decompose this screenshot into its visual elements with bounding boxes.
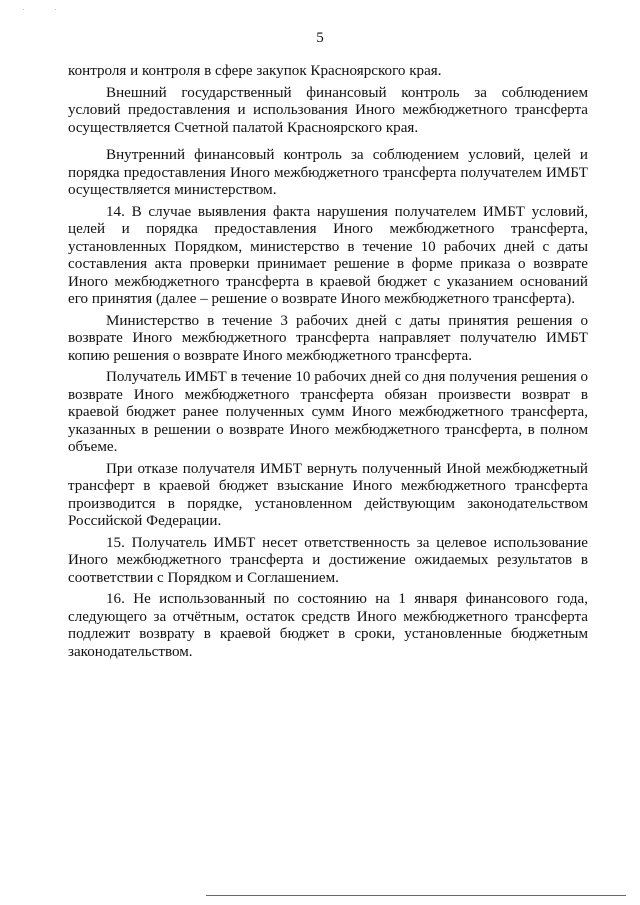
paragraph-item-14: 14. В случае выявления факта нарушения получателем ИМБТ условий, целей и порядка предоставления Иного межбюджетного трансферта, установленных Порядком, министерство в течение 10 рабочих дней с даты составления акта проверки принимает решение в форме приказа о возврате Иного межбюджетного трансферта в краевой бюджет с указанием оснований его принятия (далее – решение о возврате Иного межбюджетного трансферта). xyxy=(68,203,588,307)
paragraph-internal-control: Внутренний финансовый контроль за соблюдением условий, целей и порядка предоставления Иного межбюджетного трансферта получателем ИМБТ осуществляется министерством. xyxy=(68,147,588,198)
paragraph-item-16: 16. Не использованный по состоянию на 1 января финансового года, следующего за отчётным, остаток средств Иного межбюджетного трансферта подлежит возврату в краевой бюджет в сроки, установленные бюджетным законодательством. xyxy=(68,591,588,660)
scan-artifact-marks: · · xyxy=(22,6,71,14)
document-body xyxy=(68,63,588,665)
paragraph-refusal-recovery: При отказе получателя ИМБТ вернуть полученный Иной межбюджетный трансферт в краевой бюджет взыскание Иного межбюджетного трансферта производится в порядке, установленном действующим законодательством Российской Федерации. xyxy=(68,460,588,529)
paragraph-recipient-refund: Получатель ИМБТ в течение 10 рабочих дней со дня получения решения о возврате Иного межбюджетного трансферта обязан произвести возврат в краевой бюджет ранее полученных сумм Иного межбюджетного трансферта, указанных в решении о возврате Иного межбюджетного трансферта, в полном объеме. xyxy=(68,369,588,455)
paragraph-external-control: Внешний государственный финансовый контроль за соблюдением условий предоставления и использования Иного межбюджетного трансферта осуществляется Счетной палатой Красноярского края. xyxy=(68,84,588,136)
paragraph-item-15: 15. Получатель ИМБТ несет ответственность за целевое использование Иного межбюджетного трансферта и достижение ожидаемых результатов в соответствии с Порядком и Соглашением. xyxy=(68,534,588,586)
footer-rule-line xyxy=(206,895,626,896)
paragraph-procurement-control-tail: контроля и контроля в сфере закупок Красноярского края. xyxy=(68,63,442,79)
page-number: 5 xyxy=(316,30,324,46)
paragraph-ministry-notice: Министерство в течение 3 рабочих дней с даты принятия решения о возврате Иного межбюджетного трансферта направляет получателю ИМБТ копию решения о возврате Иного межбюджетного трансферта. xyxy=(68,312,588,364)
